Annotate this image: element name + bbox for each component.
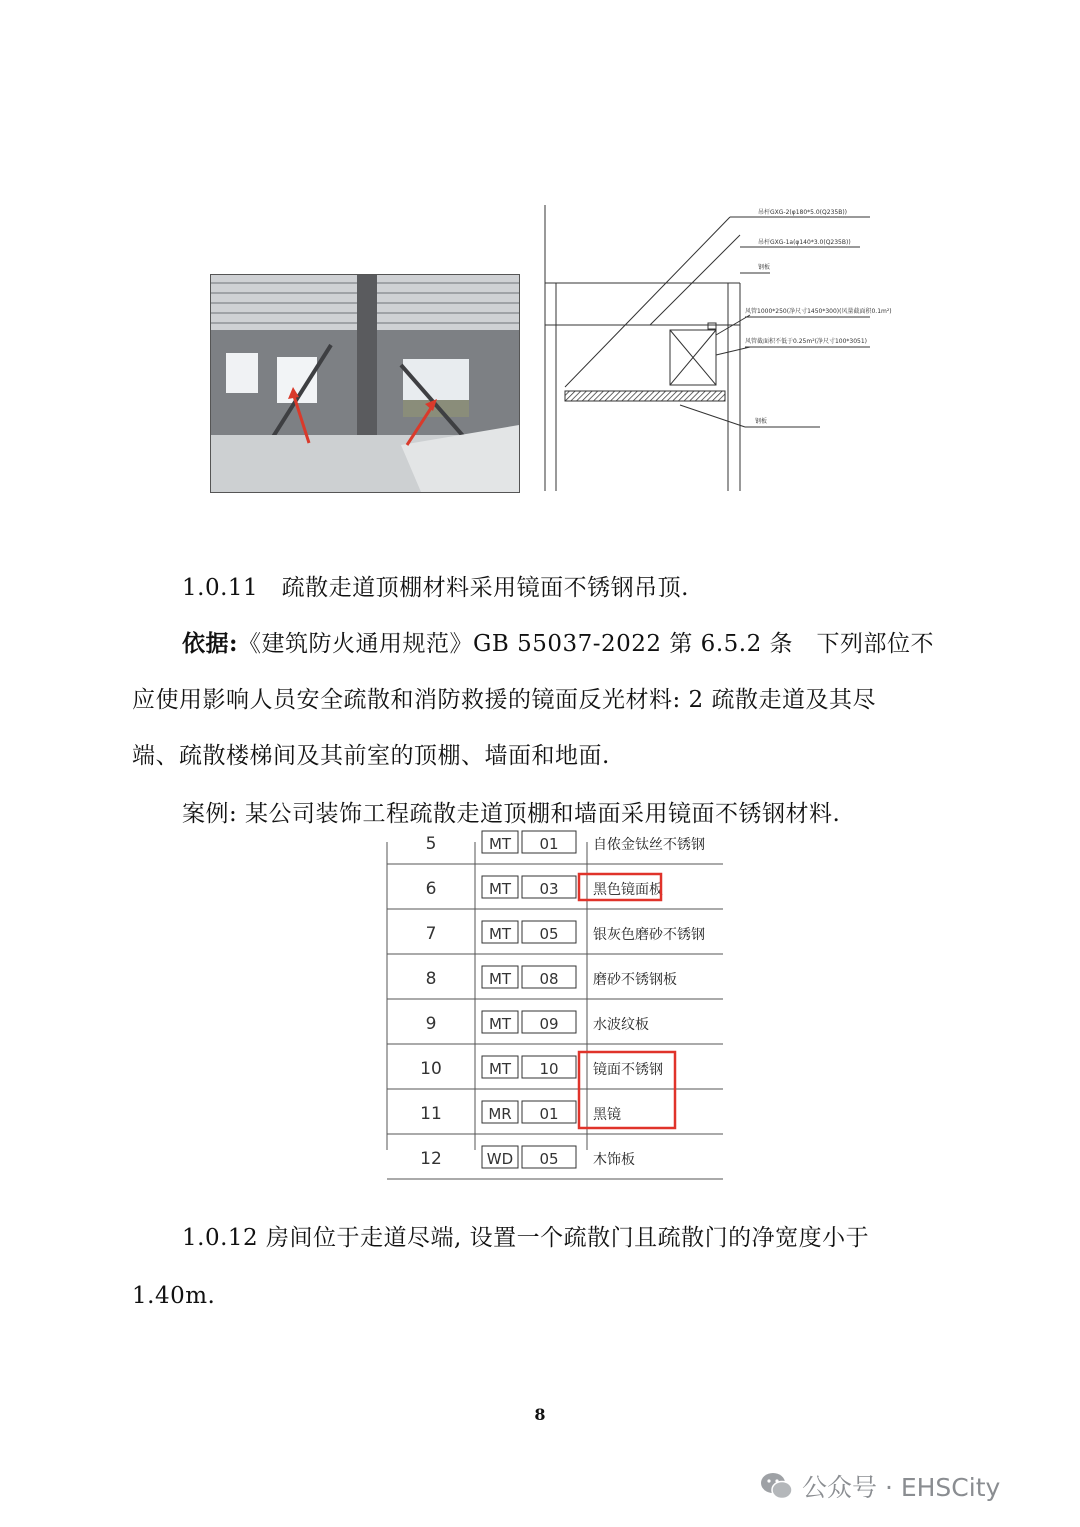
drawing-label: 风管1000*250(净尺寸1450*300)(风量截面积0.1m²) xyxy=(745,308,892,315)
section-1011-heading: 1.0.11 疏散走道顶棚材料采用镜面不锈钢吊顶. xyxy=(182,575,689,601)
row-code1: MT xyxy=(488,880,512,898)
row-material-name: 黑色镜面板 xyxy=(593,882,663,898)
row-code2: 10 xyxy=(539,1060,559,1078)
row-number: 9 xyxy=(425,1014,437,1034)
watermark xyxy=(760,1466,1000,1506)
row-code1: MT xyxy=(488,1060,512,1078)
row-number: 7 xyxy=(425,924,437,944)
drawing-label: 钢板 xyxy=(758,264,771,271)
row-code2: 09 xyxy=(539,1015,559,1033)
watermark-text: 公众号 · EHSCity xyxy=(802,1473,1001,1502)
section-drawing xyxy=(540,205,892,491)
row-number: 10 xyxy=(420,1059,442,1079)
row-number: 8 xyxy=(425,969,437,989)
construction-photo xyxy=(210,274,520,493)
row-code1: MT xyxy=(488,925,512,943)
row-code2: 01 xyxy=(539,835,559,853)
drawing-label: 风管截面积不低于0.25m²(净尺寸100*3051) xyxy=(745,338,868,345)
row-number: 5 xyxy=(425,834,437,854)
row-material-name: 木饰板 xyxy=(593,1152,635,1168)
drawing-label: 吊杆GXG-2(φ180*5.0(Q235B)) xyxy=(758,209,847,216)
row-material-name: 自侬金钛丝不锈钢 xyxy=(593,837,705,853)
drawing-label: 吊杆GXG-1a(φ140*3.0(Q235B)) xyxy=(758,239,851,246)
row-material-name: 黑镜 xyxy=(593,1107,621,1123)
case-line: 案例: 某公司装饰工程疏散走道顶棚和墙面采用镜面不锈钢材料. xyxy=(182,801,841,827)
row-code1: MT xyxy=(488,970,512,988)
row-number: 6 xyxy=(425,879,437,899)
page-number: 8 xyxy=(534,1405,546,1424)
section-1012-line-2: 1.40m. xyxy=(132,1283,216,1309)
material-table xyxy=(365,834,723,1169)
basis-line-3: 端、疏散楼梯间及其前室的顶棚、墙面和地面. xyxy=(132,743,610,769)
row-code1: MT xyxy=(488,1015,512,1033)
row-code2: 08 xyxy=(539,970,559,988)
drawing-label: 钢板 xyxy=(755,418,768,425)
row-code2: 01 xyxy=(539,1105,559,1123)
basis-line-2: 应使用影响人员安全疏散和消防救援的镜面反光材料: 2 疏散走道及其尽 xyxy=(132,687,877,713)
row-number: 12 xyxy=(420,1149,442,1169)
row-code1: MR xyxy=(488,1105,512,1123)
row-material-name: 银灰色磨砂不锈钢 xyxy=(593,927,705,943)
row-material-name: 水波纹板 xyxy=(593,1017,649,1033)
row-code2: 03 xyxy=(539,880,559,898)
row-code1: WD xyxy=(486,1150,514,1168)
row-code1: MT xyxy=(488,835,512,853)
row-code2: 05 xyxy=(539,925,559,943)
row-material-name: 磨砂不锈钢板 xyxy=(593,972,677,988)
row-number: 11 xyxy=(420,1104,442,1124)
wechat-icon xyxy=(760,1471,794,1501)
basis-line-1 xyxy=(182,628,934,660)
row-material-name: 镜面不锈钢 xyxy=(593,1062,663,1078)
section-1012-line-1: 1.0.12 房间位于走道尽端, 设置一个疏散门且疏散门的净宽度小于 xyxy=(182,1225,870,1251)
basis-label: 依据: xyxy=(182,630,238,657)
basis-text-1: 《建筑防火通用规范》GB 55037-2022 第 6.5.2 条 下列部位不 xyxy=(238,631,935,657)
row-code2: 05 xyxy=(539,1150,559,1168)
